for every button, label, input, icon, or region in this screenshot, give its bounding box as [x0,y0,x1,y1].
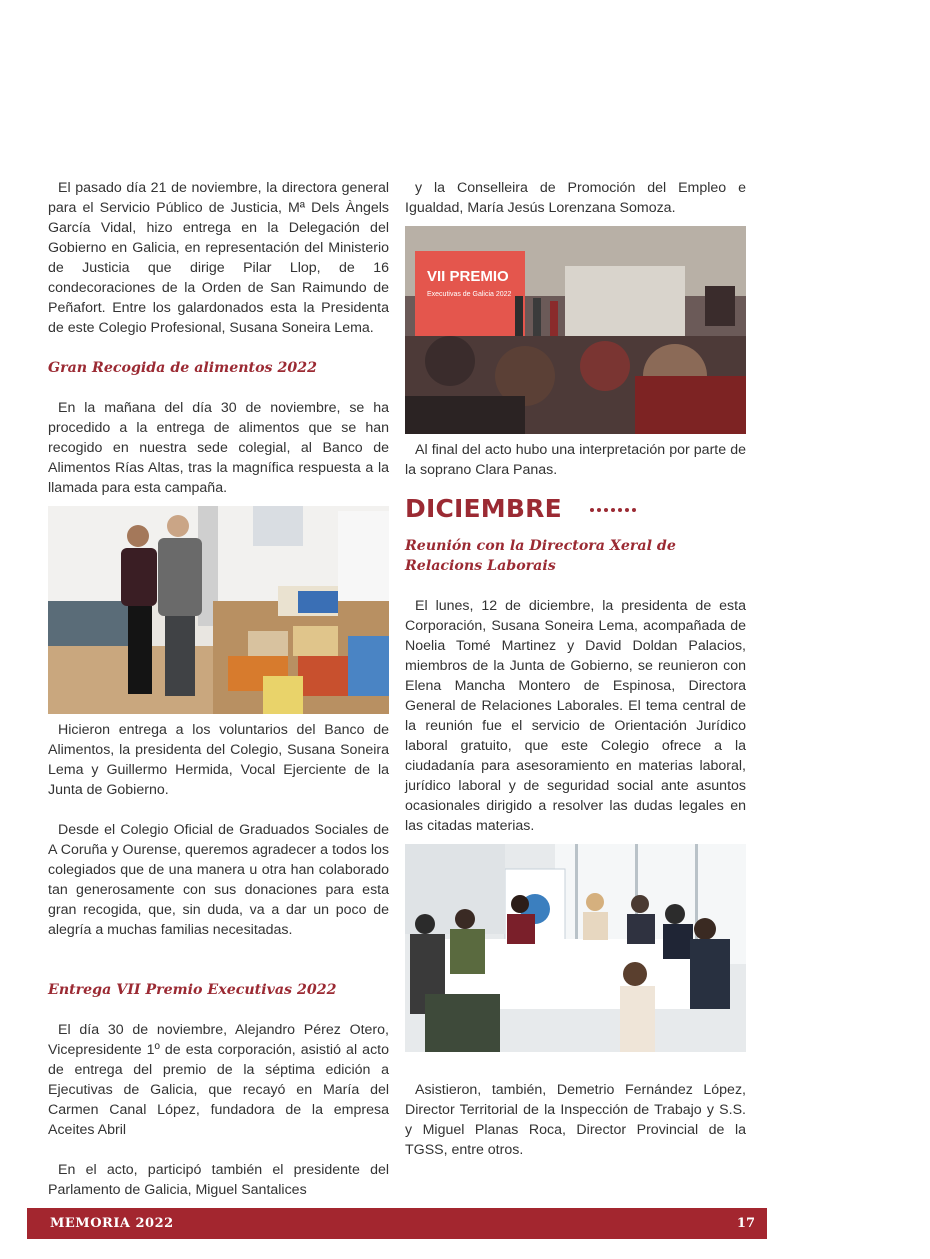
heading-premio-executivas: Entrega VII Premio Executivas 2022 [48,982,337,998]
right-column [405,178,746,1160]
paragraph-recogida: En la mañana del día 30 de noviembre, se ha procedido a la entrega de alimentos que se han recogido en nuestra sede colegial, al Banco de Alimentos Rías Altas, tras la magnífica respuesta a la llamada para esta campaña. [48,400,389,496]
meeting-photo [405,844,746,1052]
page-footer [27,1208,767,1239]
paragraph-acto: En el acto, participó también el presidente del Parlamento de Galicia, Miguel Santalices [48,1162,389,1198]
food-donation-photo [48,506,389,714]
section-diciembre-header [405,490,746,526]
footer-label: MEMORIA 2022 [50,1216,174,1231]
paragraph-premio: El día 30 de noviembre, Alejandro Pérez Otero, Vicepresidente 1º de esta corporación, asistió al acto de entrega del premio de la séptima edición a Ejecutivas de Galicia, que recayó en María del Carmen Canal López, fundadora de la empresa Aceites Abril [48,1022,389,1138]
section-title: DICIEMBRE [405,493,562,523]
left-column [48,178,389,1200]
award-ceremony-photo [405,226,746,434]
paragraph-asistentes: Asistieron, también, Demetrio Fernández López, Director Territorial de la Inspección de Trabajo y S.S. y Miguel Planas Roca, Director Provincial de la TGSS, entre otros. [405,1082,746,1158]
paragraph-conselleira: y la Conselleira de Promoción del Empleo e Igualdad, María Jesús Lorenzana Somoza. [405,180,746,216]
stage-screen-subtitle: Executivas de Galicia 2022 [427,291,512,298]
paragraph-entrega-voluntarios: Hicieron entrega a los voluntarios del Banco de Alimentos, la presidenta del Colegio, Susana Soneira Lema y Guillermo Hermida, Vocal Ejerciente de la Junta de Gobierno. [48,722,389,798]
paragraph-soprano: Al final del acto hubo una interpretación por parte de la soprano Clara Panas. [405,442,746,478]
heading-reunion-directora: Reunión con la Directora Xeral de Relacions Laborais [405,538,676,574]
decorative-dots [590,508,636,512]
page-number: 17 [736,1216,755,1231]
stage-screen-title: VII PREMIO [427,268,509,285]
paragraph-reunion: El lunes, 12 de diciembre, la presidenta de esta Corporación, Susana Soneira Lema, acompañada de Noelia Tomé Martinez y David Doldan Palacios, miembros de la Junta de Gobierno, se reunieron con Elena Mancha Montero de Espinosa, Directora General de Relaciones Laborales. El tema central de la reunión fue el servicio de Orientación Jurídico laboral gratuito, que este Colegio ofrece a la ciudadanía para asesoramiento en materias laboral, jurídico laboral y de seguridad social ante asuntos ocasionales dirigido a resolver las dudas legales en las citadas materias. [405,598,746,834]
heading-recogida-alimentos: Gran Recogida de alimentos 2022 [48,360,317,376]
paragraph-justicia: El pasado día 21 de noviembre, la directora general para el Servicio Público de Justicia, Mª Dels Àngels García Vidal, hizo entrega en la Delegación del Gobierno en Galicia, en representación del Ministerio de Justicia que dirige Pilar Llop, de 16 condecoraciones de la Orden de San Raimundo de Peñafort. Entre los galardonados esta la Presidenta de este Colegio Profesional, Susana Soneira Lema. [48,180,389,336]
paragraph-agradecimiento: Desde el Colegio Oficial de Graduados Sociales de A Coruña y Ourense, queremos agradecer a todos los colegiados que de una manera u otra han colaborado tan generosamente con sus donaciones para esta gran recogida, que, sin duda, va a dar un poco de alegría a muchas familias necesitadas. [48,822,389,938]
